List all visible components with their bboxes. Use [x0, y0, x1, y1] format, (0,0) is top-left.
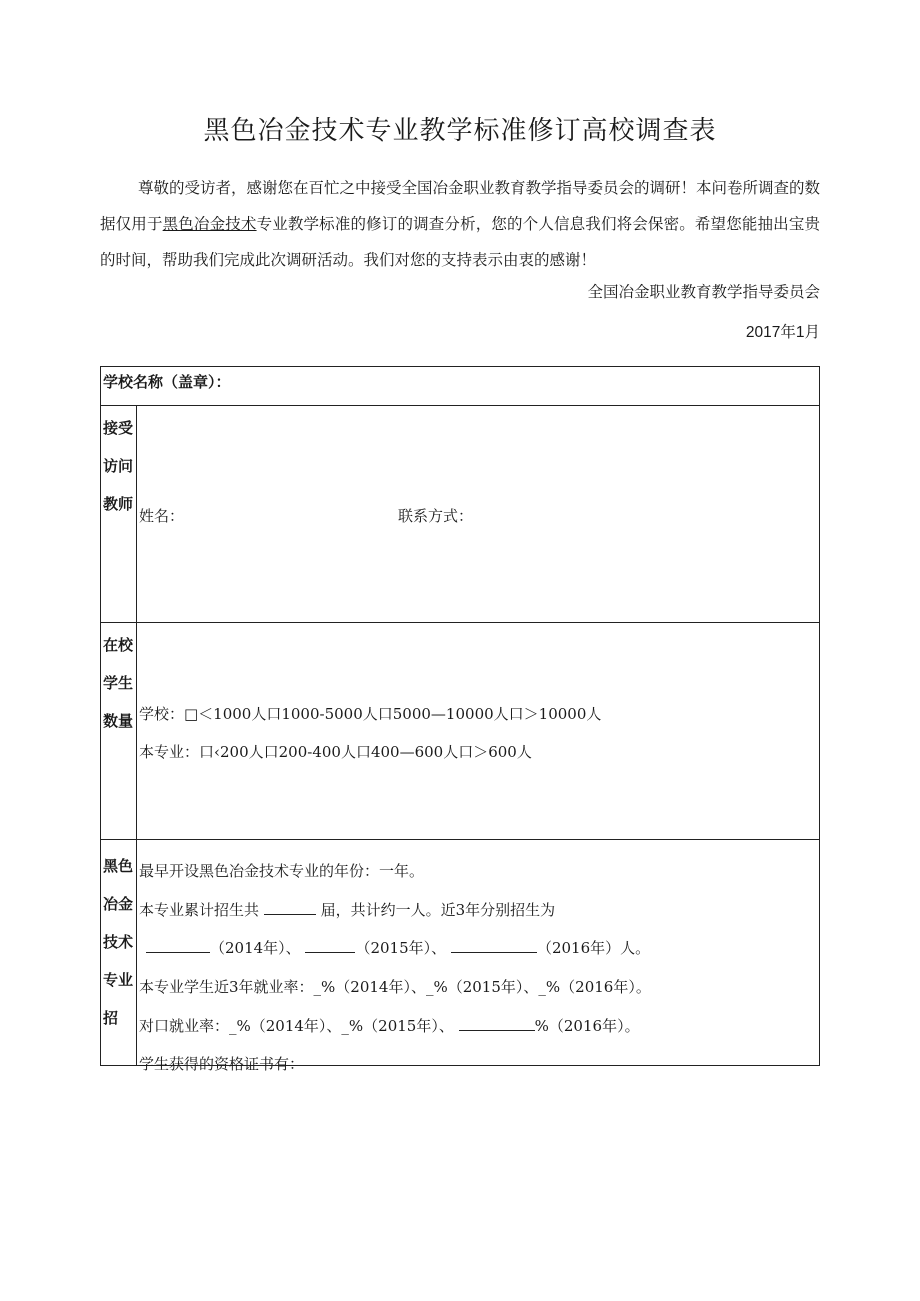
school-name-label: 学校名称（盖章）：: [103, 374, 231, 391]
certificates-line[interactable]: 学生获得的资格证书有：: [139, 1055, 305, 1073]
major-header: 黑色 冶金 技术 专业 招: [101, 840, 137, 1065]
employment-rate-line[interactable]: 本专业学生近3年就业率：_%（2014年）、_%（2015年）、_%（2016年）。: [139, 978, 651, 996]
teacher-name-field[interactable]: 姓名：: [139, 507, 185, 525]
row-students: [101, 623, 819, 840]
relevant-rate-2016-blank[interactable]: [459, 1016, 535, 1031]
intro-major-underlined: 黑色冶金技术: [162, 215, 257, 233]
major-start-year-line[interactable]: 最早开设黑色冶金技术专业的年份：一年。: [139, 862, 425, 880]
intro-paragraph: 尊敬的受访者，感谢您在百忙之中接受全国冶金职业教育教学指导委员会的调研！本问卷所调查的数据仅用于黑色冶金技术专业教学标准的修订的调查分析，您的个人信息我们将会保密。希望您能抽出宝贵的时间，帮助我们完成此次调研活动。我们对您的支持表示由衷的感谢！: [100, 179, 821, 269]
row-major: [101, 840, 819, 1073]
relevant-employment-rate-line[interactable]: 对口就业率：_%（2014年）、_%（2015年）、 %（2016年）。: [139, 1017, 640, 1035]
document-title: 黑色冶金技术专业教学标准修订高校调查表: [203, 116, 717, 146]
major-enrollment-line[interactable]: 本专业累计招生共 届，共计约一人。近3年分别招生为: [139, 901, 556, 919]
signature-organization: 全国冶金职业教育教学指导委员会: [587, 283, 820, 301]
enrollment-2014-blank[interactable]: [146, 938, 210, 953]
students-header: 在校 学生 数量: [101, 623, 137, 839]
survey-form-table: [100, 366, 820, 1073]
enrollment-2015-blank[interactable]: [305, 938, 355, 953]
teacher-contact-field[interactable]: 联系方式：: [398, 507, 474, 525]
row-teacher: [101, 406, 819, 623]
major-student-count-options[interactable]: 本专业：口‹200人口200-400人口400—600人口＞600人: [139, 743, 532, 761]
row-school-name: [101, 367, 819, 406]
signature-date: 2017年1月: [745, 324, 820, 341]
sessions-blank[interactable]: [264, 900, 316, 915]
school-student-count-options[interactable]: 学校：□＜1000人口1000-5000人口5000—10000人口＞10000人: [139, 705, 602, 723]
teacher-header: 接受 访问 教师: [101, 406, 137, 622]
major-yearly-enrollment-line[interactable]: （2014年）、 （2015年）、 （2016年）人。: [146, 937, 650, 958]
enrollment-2016-blank[interactable]: [451, 938, 537, 953]
